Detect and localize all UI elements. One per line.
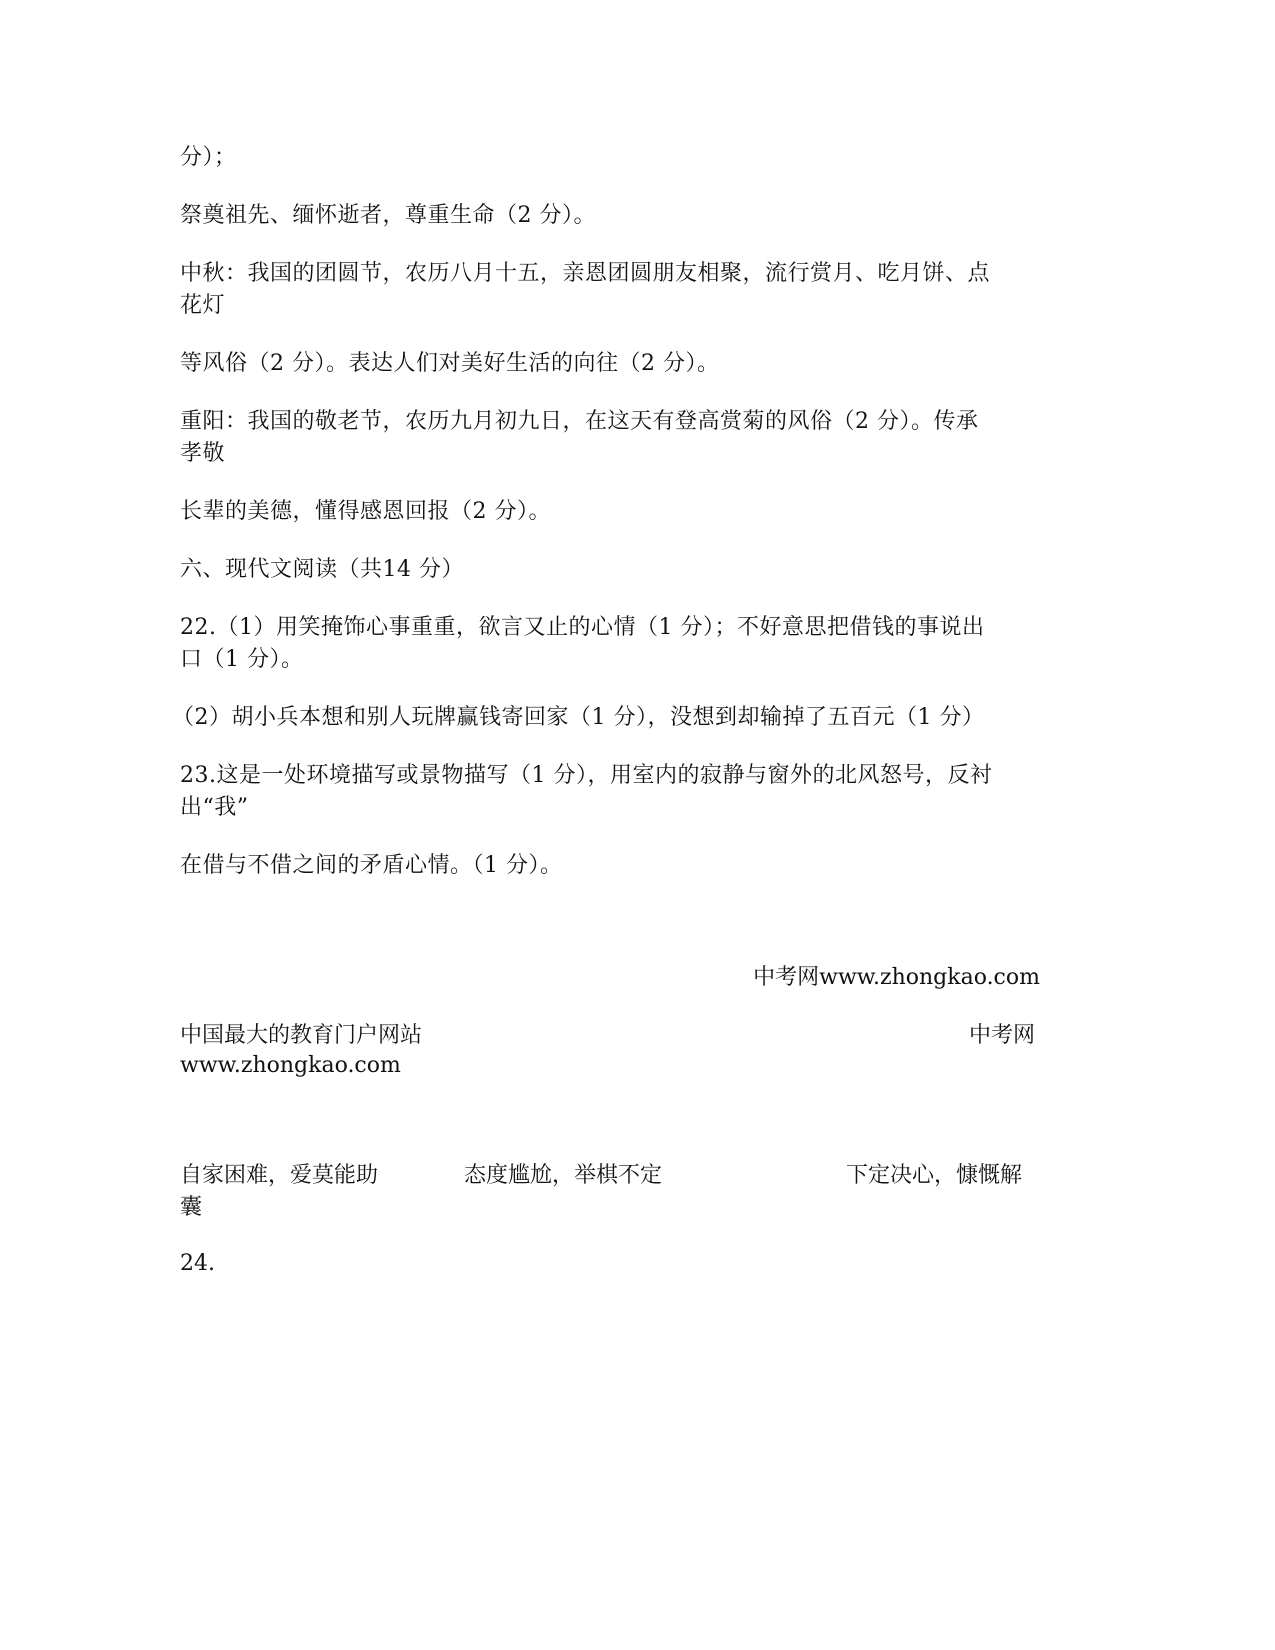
footer-url: www.zhongkao.com <box>180 1053 401 1078</box>
answer-line-chongyang: 重阳：我国的敬老节，农历九月初九日，在这天有登高赏菊的风俗（2 分）。传承 <box>180 409 979 434</box>
answer-line: 祭奠祖先、缅怀逝者，尊重生命（2 分）。 <box>180 203 596 228</box>
answer-22-part2: （2）胡小兵本想和别人玩牌赢钱寄回家（1 分），没想到却输掉了五百元（1 分） <box>172 705 985 730</box>
answer-23: 23.这是一处环境描写或景物描写（1 分），用室内的寂静与窗外的北风怒号，反衬 <box>180 763 993 788</box>
answer-line-mid-autumn-cont: 花灯 <box>180 293 226 318</box>
answer-line: 分）； <box>180 145 237 170</box>
answer-line: 等风俗（2 分）。表达人们对美好生活的向往（2 分）。 <box>180 351 720 376</box>
flow-item-3-cont: 囊 <box>180 1195 203 1220</box>
answer-22-part1-cont: 口（1 分）。 <box>180 647 304 672</box>
flow-item-2: 态度尴尬，举棋不定 <box>464 1163 663 1188</box>
answer-23-end: 在借与不借之间的矛盾心情。（1 分）。 <box>180 853 563 878</box>
section-heading: 六、现代文阅读（共14 分） <box>180 557 464 582</box>
flow-item-1: 自家困难，爱莫能助 <box>180 1163 379 1188</box>
footer-slogan: 中国最大的教育门户网站 <box>180 1023 423 1048</box>
answer-22-part1: 22.（1）用笑掩饰心事重重，欲言又止的心情（1 分）；不好意思把借钱的事说出 <box>180 615 985 640</box>
site-footer-right: 中考网www.zhongkao.com <box>753 965 1040 990</box>
flow-item-3: 下定决心，慷慨解 <box>846 1163 1023 1188</box>
answer-line-mid-autumn: 中秋：我国的团圆节，农历八月十五，亲恩团圆朋友相聚，流行赏月、吃月饼、点 <box>180 261 991 286</box>
footer-site-name: 中考网 <box>968 1023 1035 1048</box>
answer-line-chongyang-cont: 孝敬 <box>180 441 226 466</box>
answer-line: 长辈的美德，懂得感恩回报（2 分）。 <box>180 499 551 524</box>
question-24-label: 24. <box>180 1251 215 1276</box>
answer-23-cont: 出“我” <box>180 795 249 820</box>
